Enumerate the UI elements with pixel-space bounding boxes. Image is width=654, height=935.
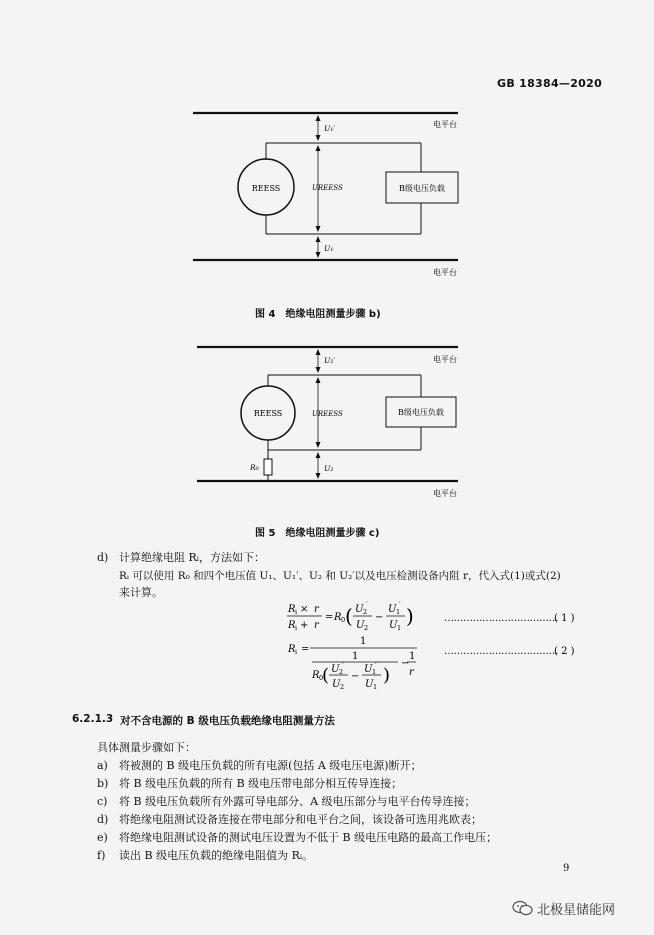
svg-text:R: R [288,644,296,655]
step-text: 读出 B 级电压负载的绝缘电阻值为 Rᵢ。 [119,849,314,862]
step-d-description: Rᵢ 可以使用 R₀ 和四个电压值 U₁、U₁′、U₂ 和 U₂′以及电压检测设备内阻 r，代入式(1)或式(2) [119,570,561,582]
steps-intro: 具体测量步骤如下： [97,741,196,754]
step-text: 将被测的 B 级电压负载的所有电源(包括 A 级电压电源)断开； [119,759,422,772]
svg-text:1: 1 [409,651,416,662]
resistor-label: R₀ [250,463,259,472]
svg-text:U: U [356,620,365,631]
step-marker: a) [97,759,108,772]
svg-text:0: 0 [341,616,346,624]
figure-5-caption: 图 5 绝缘电阻测量步骤 c) [255,528,380,539]
svg-text:(: ( [322,665,330,686]
svg-text:′: ′ [375,662,377,670]
svg-text:0: 0 [319,674,324,682]
svg-text:): ) [383,665,391,686]
step-text: 将 B 级电压负载所有外露可导电部分、A 级电压部分与电平台传导连接； [119,795,476,808]
voltage-bottom-label: U₂ [324,464,334,473]
load-label: B级电压负载 [398,408,444,417]
svg-text:′: ′ [366,601,368,609]
step-marker: d) [97,813,109,826]
platform-bottom-label: 电平台 [433,489,457,498]
step-d-continuation: 来计算。 [119,586,163,599]
watermark: 北极星储能网 [537,903,616,918]
equation-2-leader: ……………………………… [444,646,558,657]
voltage-top-label: U₁′ [324,124,336,133]
svg-text:r: r [314,604,319,615]
svg-text:r: r [409,667,414,678]
svg-text:i: i [295,648,298,656]
svg-text:1: 1 [373,683,378,691]
svg-text:=: = [301,644,310,655]
svg-text:−: − [401,658,410,669]
voltage-bottom-label: U₁ [324,244,334,253]
svg-text:i: i [295,624,298,632]
equation-1-leader: ……………………………… [444,613,558,624]
resistor-r0 [264,459,272,475]
svg-text:′: ′ [342,662,344,670]
svg-text:1: 1 [397,624,402,632]
section-number: 6.2.1.3 [72,713,114,725]
step-text: 将绝缘电阻测试设备的测试电压设置为不低于 B 级电压电路的最高工作电压； [119,831,498,844]
svg-text:): ) [406,604,414,628]
svg-text:R: R [288,604,296,615]
equation-2 [287,636,417,691]
svg-text:r: r [314,620,319,631]
svg-text:(: ( [345,604,353,628]
equations [0,595,654,695]
svg-text:U: U [364,664,373,675]
wechat-icon [512,899,534,917]
svg-text:1: 1 [372,668,377,676]
svg-text:1: 1 [396,608,401,616]
figure-5-diagram [0,330,654,510]
svg-text:1: 1 [360,636,367,647]
step-text: 将 B 级电压负载的所有 B 级电压带电部分相互传导连接； [119,777,403,790]
step-text: 将绝缘电阻测试设备连接在带电部分和电平台之间，该设备可选用兆欧表； [119,813,482,826]
svg-text:U: U [332,679,341,690]
step-marker: c) [97,795,108,808]
load-label: B级电压负载 [399,184,445,193]
reess-label: REESS [251,184,281,193]
svg-text:1: 1 [352,651,359,662]
standard-number: GB 18384—2020 [497,77,603,90]
reess-label: REESS [253,409,283,418]
svg-text:′: ′ [399,601,401,609]
svg-text:2: 2 [340,683,345,691]
equation-1-number: ( 1 ) [554,613,575,624]
voltage-top-label: U₂′ [324,356,336,365]
step-d-marker: d) [97,551,109,564]
step-d-text: 计算绝缘电阻 Rᵢ，方法如下： [119,551,265,564]
section-title: 对不含电源的 B 级电压负载绝缘电阻测量方法 [120,715,335,727]
step-marker: f) [97,849,106,862]
svg-text:U: U [355,604,364,615]
svg-text:U: U [389,620,398,631]
platform-top-label: 电平台 [433,355,457,364]
svg-text:R: R [312,670,320,681]
equation-2-number: ( 2 ) [554,646,575,657]
svg-text:R: R [334,612,342,623]
svg-text:2: 2 [339,668,344,676]
figure-4-caption: 图 4 绝缘电阻测量步骤 b) [255,309,381,320]
svg-text:U: U [331,664,340,675]
svg-text:2: 2 [363,608,368,616]
page-number: 9 [563,863,570,874]
svg-text:U: U [388,604,397,615]
step-marker: b) [97,777,109,790]
platform-bottom-label: 电平台 [433,268,457,277]
equation-1 [287,601,414,632]
svg-text:=: = [325,612,334,623]
svg-text:−: − [351,671,360,682]
svg-text:2: 2 [364,624,369,632]
svg-text:−: − [375,612,384,623]
svg-text:+: + [300,620,309,631]
step-marker: e) [97,831,108,844]
figure-4-diagram [0,0,654,300]
svg-text:×: × [300,604,309,615]
svg-text:R: R [288,620,296,631]
platform-top-label: 电平台 [433,120,457,129]
voltage-mid-label: UREESS [312,410,343,418]
voltage-mid-label: UREESS [312,184,343,192]
svg-text:U: U [365,679,374,690]
svg-text:i: i [295,608,298,616]
